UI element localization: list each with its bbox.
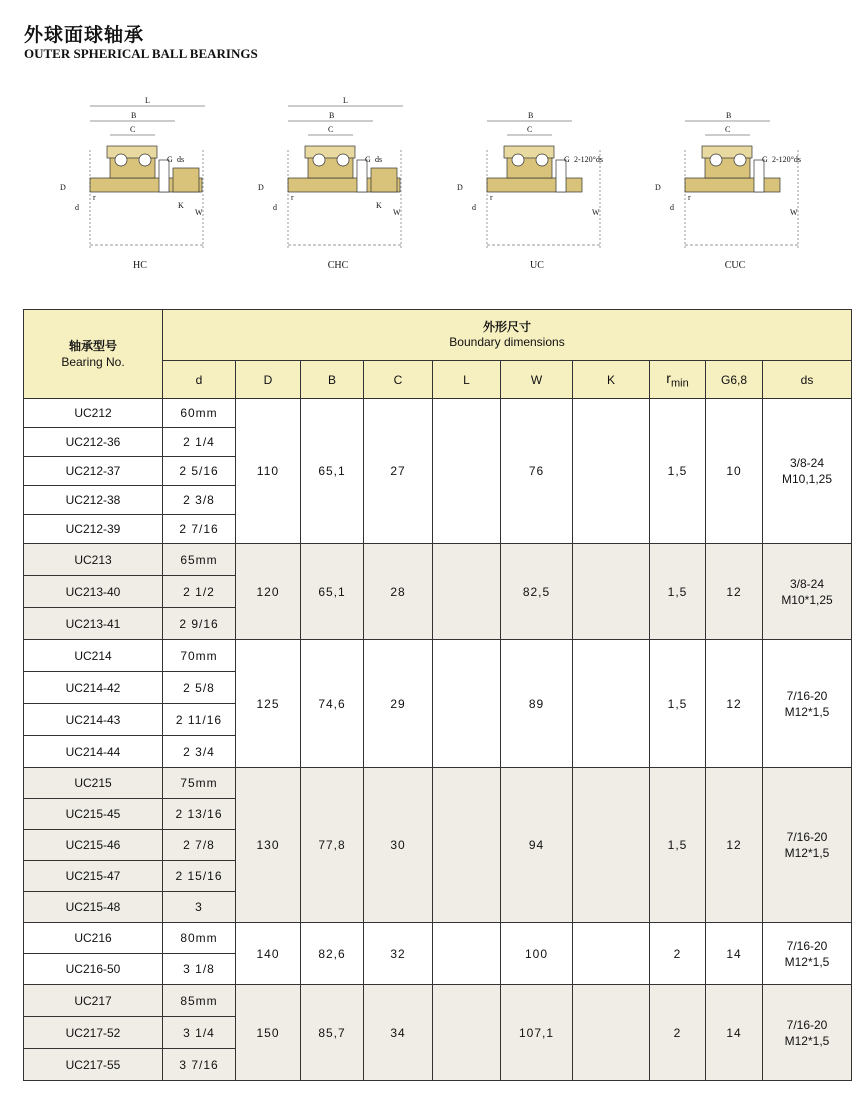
ball-right <box>734 154 746 166</box>
cell-bearing-no: UC212-36 <box>24 428 163 457</box>
bearing-drawing <box>55 90 225 255</box>
label-d: d <box>75 203 79 212</box>
label-C: C <box>328 125 334 134</box>
cell-L <box>433 544 501 640</box>
diagram-cuc <box>650 90 820 275</box>
label-W: W <box>592 208 600 217</box>
cell-L <box>433 399 501 544</box>
cell-d: 2 5/16 <box>163 457 236 486</box>
cell-d: 3 7/16 <box>163 1049 236 1081</box>
cell-d: 85mm <box>163 985 236 1017</box>
ball-right <box>536 154 548 166</box>
cell-d: 65mm <box>163 544 236 576</box>
label-B: B <box>528 111 534 120</box>
set-screw <box>357 160 367 192</box>
cell-d: 75mm <box>163 768 236 799</box>
label-d: d <box>472 203 476 212</box>
cell-K <box>573 640 650 768</box>
cell-d: 2 5/8 <box>163 672 236 704</box>
label-r: r <box>291 193 294 202</box>
cell-bearing-no: UC213-40 <box>24 576 163 608</box>
label-d: d <box>273 203 277 212</box>
cell-D: 110 <box>236 399 301 544</box>
cell-d: 2 15/16 <box>163 861 236 892</box>
diagram-label: HC <box>133 260 147 271</box>
cell-C: 28 <box>364 544 433 640</box>
diagram-uc <box>452 90 622 275</box>
diagram-row <box>0 90 864 280</box>
cell-C: 29 <box>364 640 433 768</box>
eccentric-collar <box>371 168 397 192</box>
cell-L <box>433 768 501 923</box>
label-W: W <box>393 208 401 217</box>
cell-D: 130 <box>236 768 301 923</box>
cell-G: 12 <box>706 768 763 923</box>
label-B: B <box>329 111 335 120</box>
cell-ds <box>763 399 852 544</box>
cell-ds <box>763 768 852 923</box>
cell-ds-line1: 3/8-24 <box>789 576 825 591</box>
cell-r: 1,5 <box>650 544 706 640</box>
label-ds: ds <box>177 155 185 164</box>
label-ds: 2-120°ds <box>574 155 603 164</box>
label-G: G <box>564 155 570 164</box>
label-D: D <box>258 183 264 192</box>
label-B: B <box>726 111 732 120</box>
cell-B: 74,6 <box>301 640 364 768</box>
header-bearing-cn: 轴承型号 <box>68 339 117 353</box>
cell-bearing-no: UC217-52 <box>24 1017 163 1049</box>
col-L: L <box>433 361 501 399</box>
bearing-drawing <box>253 90 423 255</box>
cell-d: 2 3/4 <box>163 736 236 768</box>
diagram-chc <box>253 90 423 275</box>
base-plate <box>487 178 582 192</box>
label-d: d <box>670 203 674 212</box>
cell-d: 2 3/8 <box>163 486 236 515</box>
header-bd-cn: 外形尺寸 <box>482 320 531 334</box>
cell-d: 2 1/4 <box>163 428 236 457</box>
col-r-sub: min <box>670 377 689 390</box>
cell-d: 2 7/8 <box>163 830 236 861</box>
label-K: K <box>376 201 382 210</box>
label-C: C <box>725 125 731 134</box>
label-C: C <box>130 125 136 134</box>
cell-bearing-no: UC212-37 <box>24 457 163 486</box>
cell-d: 2 13/16 <box>163 799 236 830</box>
cell-C: 30 <box>364 768 433 923</box>
cell-bearing-no: UC214-42 <box>24 672 163 704</box>
cell-bearing-no: UC215-45 <box>24 799 163 830</box>
cell-ds-line1: 7/16-20 <box>786 830 828 844</box>
header-bearing-no <box>24 310 163 399</box>
cell-B: 65,1 <box>301 399 364 544</box>
table-row <box>24 544 852 576</box>
cell-r: 1,5 <box>650 768 706 923</box>
ball-right <box>337 154 349 166</box>
cell-d: 2 11/16 <box>163 704 236 736</box>
cell-bearing-no: UC216 <box>24 923 163 954</box>
cell-W: 100 <box>501 923 573 985</box>
cell-bearing-no: UC217-55 <box>24 1049 163 1081</box>
cell-d: 3 1/4 <box>163 1017 236 1049</box>
cell-r: 2 <box>650 985 706 1081</box>
cell-bearing-no: UC214-43 <box>24 704 163 736</box>
cell-bearing-no: UC213-41 <box>24 608 163 640</box>
ball-left <box>710 154 722 166</box>
cell-d: 3 <box>163 892 236 923</box>
cell-bearing-no: UC212-39 <box>24 515 163 544</box>
cell-G: 14 <box>706 985 763 1081</box>
cell-W: 76 <box>501 399 573 544</box>
cell-ds-line1: 7/16-20 <box>786 1017 828 1032</box>
cell-K <box>573 923 650 985</box>
cell-ds <box>763 985 852 1081</box>
cell-ds-line1: 3/8-24 <box>789 456 825 470</box>
diagram-hc <box>55 90 225 275</box>
cell-K <box>573 985 650 1081</box>
cell-ds <box>763 544 852 640</box>
bearing-drawing <box>650 90 820 255</box>
diagram-label: CUC <box>724 260 746 271</box>
label-D: D <box>60 183 66 192</box>
col-C: C <box>364 361 433 399</box>
ball-right <box>139 154 151 166</box>
cell-L <box>433 640 501 768</box>
cell-D: 125 <box>236 640 301 768</box>
cell-ds-line1: 7/16-20 <box>786 938 828 953</box>
bearing-drawing <box>452 90 622 255</box>
cell-ds-line2: M10*1,25 <box>781 592 833 607</box>
cell-bearing-no: UC217 <box>24 985 163 1017</box>
table-row <box>24 923 852 954</box>
cell-ds-line2: M12*1,5 <box>784 1033 830 1048</box>
cell-W: 107,1 <box>501 985 573 1081</box>
cell-G: 12 <box>706 640 763 768</box>
cell-B: 82,6 <box>301 923 364 985</box>
cell-B: 65,1 <box>301 544 364 640</box>
set-screw <box>556 160 566 192</box>
cell-bearing-no: UC212 <box>24 399 163 428</box>
cell-r: 1,5 <box>650 640 706 768</box>
set-screw <box>159 160 169 192</box>
set-screw <box>754 160 764 192</box>
cell-bearing-no: UC214-44 <box>24 736 163 768</box>
cell-bearing-no: UC215-46 <box>24 830 163 861</box>
col-K: K <box>573 361 650 399</box>
col-G: G6,8 <box>706 361 763 399</box>
cell-bearing-no: UC216-50 <box>24 954 163 985</box>
cell-B: 77,8 <box>301 768 364 923</box>
cell-ds <box>763 640 852 768</box>
cell-K <box>573 399 650 544</box>
cell-C: 32 <box>364 923 433 985</box>
label-L: L <box>145 96 150 105</box>
page-title-en: OUTER SPHERICAL BALL BEARINGS <box>24 46 258 61</box>
label-r: r <box>688 193 691 202</box>
label-K: K <box>178 201 184 210</box>
table-row <box>24 640 852 672</box>
label-D: D <box>457 183 463 192</box>
cell-W: 89 <box>501 640 573 768</box>
cell-C: 27 <box>364 399 433 544</box>
cell-bearing-no: UC215-48 <box>24 892 163 923</box>
ball-left <box>313 154 325 166</box>
cell-r: 1,5 <box>650 399 706 544</box>
cell-G: 10 <box>706 399 763 544</box>
label-r: r <box>490 193 493 202</box>
cell-G: 14 <box>706 923 763 985</box>
cell-bearing-no: UC215-47 <box>24 861 163 892</box>
cell-ds-line2: M12*1,5 <box>784 954 830 969</box>
col-D: D <box>236 361 301 399</box>
cell-C: 34 <box>364 985 433 1081</box>
cell-W: 94 <box>501 768 573 923</box>
col-W: W <box>501 361 573 399</box>
label-W: W <box>790 208 798 217</box>
header-bearing-en: Bearing No. <box>61 355 125 369</box>
base-plate <box>685 178 780 192</box>
cell-d: 2 7/16 <box>163 515 236 544</box>
cell-K <box>573 768 650 923</box>
cell-ds-line2: M12*1,5 <box>784 846 830 860</box>
diagram-label: UC <box>530 260 544 271</box>
eccentric-collar <box>173 168 199 192</box>
cell-L <box>433 923 501 985</box>
cell-bearing-no: UC215 <box>24 768 163 799</box>
cell-D: 140 <box>236 923 301 985</box>
cell-K <box>573 544 650 640</box>
spec-table <box>23 309 852 1081</box>
label-r: r <box>93 193 96 202</box>
cell-ds-line2: M12*1,5 <box>784 704 830 719</box>
table-row <box>24 768 852 799</box>
ball-left <box>115 154 127 166</box>
label-ds: 2-120°ds <box>772 155 801 164</box>
col-rmin <box>650 361 706 399</box>
label-D: D <box>655 183 661 192</box>
cell-D: 120 <box>236 544 301 640</box>
cell-r: 2 <box>650 923 706 985</box>
label-L: L <box>343 96 348 105</box>
col-B: B <box>301 361 364 399</box>
cell-B: 85,7 <box>301 985 364 1081</box>
table-row <box>24 399 852 428</box>
label-W: W <box>195 208 203 217</box>
label-B: B <box>131 111 137 120</box>
cell-G: 12 <box>706 544 763 640</box>
cell-bearing-no: UC212-38 <box>24 486 163 515</box>
ball-left <box>512 154 524 166</box>
cell-d: 3 1/8 <box>163 954 236 985</box>
cell-bearing-no: UC213 <box>24 544 163 576</box>
label-G: G <box>365 155 371 164</box>
cell-d: 2 1/2 <box>163 576 236 608</box>
col-d: d <box>163 361 236 399</box>
cell-ds-line2: M10,1,25 <box>781 472 833 486</box>
col-r: r <box>666 369 671 386</box>
cell-d: 2 9/16 <box>163 608 236 640</box>
cell-d: 80mm <box>163 923 236 954</box>
col-ds: ds <box>763 361 852 399</box>
header-boundary-dimensions <box>163 310 852 361</box>
cell-W: 82,5 <box>501 544 573 640</box>
table-row <box>24 985 852 1017</box>
cell-d: 70mm <box>163 640 236 672</box>
label-C: C <box>527 125 533 134</box>
cell-L <box>433 985 501 1081</box>
cell-ds <box>763 923 852 985</box>
label-G: G <box>762 155 768 164</box>
diagram-label: CHC <box>327 260 349 271</box>
label-G: G <box>167 155 173 164</box>
header-bd-en: Boundary dimensions <box>449 335 565 349</box>
page-title-cn: 外球面球轴承 <box>24 24 145 46</box>
label-ds: ds <box>375 155 383 164</box>
cell-bearing-no: UC214 <box>24 640 163 672</box>
cell-D: 150 <box>236 985 301 1081</box>
cell-ds-line1: 7/16-20 <box>786 688 828 703</box>
cell-d: 60mm <box>163 399 236 428</box>
